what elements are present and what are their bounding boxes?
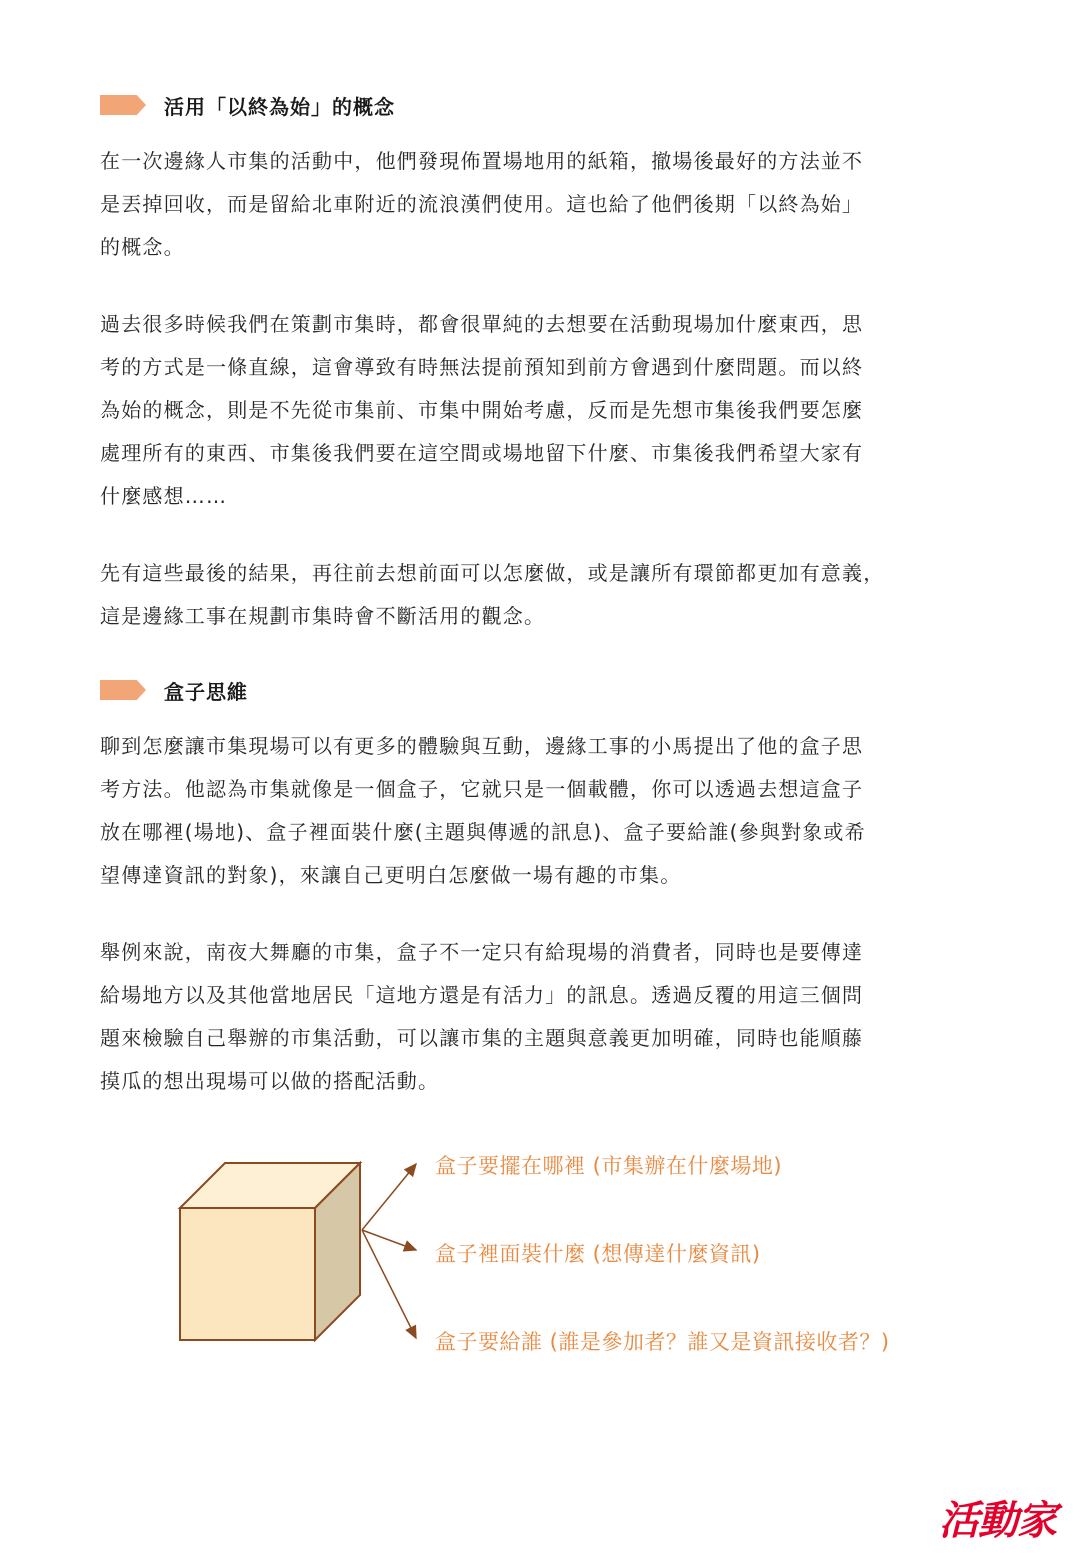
box-label-what: 盒子裡面裝什麼 (想傳達什麼資訊)	[435, 1242, 761, 1266]
section-end-as-start	[100, 90, 1000, 638]
box-label-where: 盒子要擺在哪裡 (市集辦在什麼場地)	[435, 1154, 783, 1178]
box-label-who: 盒子要給誰 (誰是參加者？誰又是資訊接收者？)	[435, 1330, 890, 1354]
arrow-to-label-1	[362, 1164, 416, 1230]
paragraph: 聊到怎麼讓市集現場可以有更多的體驗與互動，邊緣工事的小馬提出了他的盒子思 考方法。他認為市集就像是一個盒子，它就只是一個載體，你可以透過去想這盒子 放在哪裡(場地)、盒子裡面裝什麼(主題與傳遞的訊息)、盒子要給誰(參與對象或希 望傳達資訊的對象)，來讓自己更明白怎麼做一場有趣的市集。	[100, 734, 866, 887]
arrow-tag-icon	[100, 95, 146, 115]
arrow-tag-icon	[100, 680, 146, 700]
section-box-thinking	[100, 675, 1000, 1103]
box-diagram	[170, 1140, 1000, 1370]
paragraph: 先有這些最後的結果，再往前去想前面可以怎麼做，或是讓所有環節都更加有意義， 這是邊緣工事在規劃市集時會不斷活用的觀念。	[100, 561, 885, 628]
paragraph: 在一次邊緣人市集的活動中，他們發現佈置場地用的紙箱，撤場後最好的方法並不 是丟掉回收，而是留給北車附近的流浪漢們使用。這也給了他們後期「以終為始」 的概念。	[100, 149, 864, 259]
section-heading	[100, 90, 1000, 120]
paragraph: 舉例來說，南夜大舞廳的市集，盒子不一定只有給現場的消費者，同時也是要傳達 給場地方以及其他當地居民「這地方還是有活力」的訊息。透過反覆的用這三個問 題來檢驗自己舉辦的市集活動，可以讓市集的主題與意義更加明確，同時也能順藤 摸瓜的想出現場可以做的搭配活動。	[100, 940, 864, 1093]
cube-front-face	[180, 1208, 315, 1340]
arrow-to-label-3	[362, 1230, 416, 1338]
section-heading	[100, 675, 1000, 705]
section-title: 盒子思維	[164, 679, 248, 704]
paragraph: 過去很多時候我們在策劃市集時，都會很單純的去想要在活動現場加什麼東西，思 考的方式是一條直線，這會導致有時無法提前預知到前方會遇到什麼問題。而以終 為始的概念，則是不先從市集前、市集中開始考慮，反而是先想市集後我們要怎麼 處理所有的東西、市集後我們要在這空間或場地留下什麼、市集後我們希望大家有 什麼感想……	[100, 312, 864, 508]
section-title: 活用「以終為始」的概念	[164, 94, 395, 119]
brand-logo: 活動家	[939, 1498, 1056, 1544]
